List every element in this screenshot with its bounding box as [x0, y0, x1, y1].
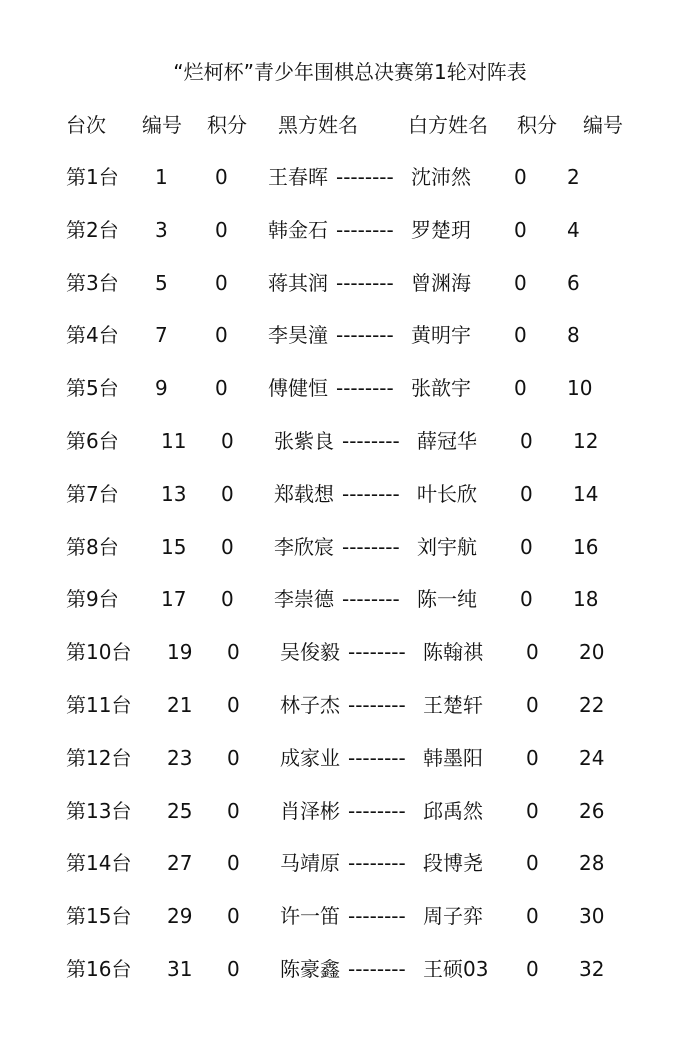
cell-white-name: 陈一纯 — [417, 587, 477, 611]
header-black-name: 黑方姓名 — [278, 113, 358, 137]
cell-white-score: 0 — [520, 535, 533, 559]
cell-white-number: 16 — [573, 535, 599, 559]
cell-white-name: 邱禹然 — [423, 799, 483, 823]
cell-black-score: 0 — [215, 165, 228, 189]
table-row — [0, 372, 700, 404]
cell-white-name: 黄明宇 — [411, 323, 471, 347]
table-row — [0, 636, 700, 668]
cell-black-number: 5 — [155, 271, 168, 295]
cell-black-score: 0 — [215, 376, 228, 400]
cell-black-name: 张紫良 — [274, 429, 334, 453]
cell-black-number: 17 — [161, 587, 187, 611]
header-black-score: 积分 — [207, 113, 247, 137]
cell-table: 第3台 — [66, 271, 119, 295]
table-row — [0, 742, 700, 774]
cell-black-number: 27 — [167, 851, 193, 875]
cell-black-score: 0 — [221, 535, 234, 559]
page-title: “烂柯杯”青少年围棋总决赛第1轮对阵表 — [173, 60, 527, 84]
cell-black-number: 31 — [167, 957, 193, 981]
cell-white-score: 0 — [520, 429, 533, 453]
cell-black-score: 0 — [221, 429, 234, 453]
cell-white-number: 8 — [567, 323, 580, 347]
cell-white-number: 20 — [579, 640, 605, 664]
header-white-number: 编号 — [583, 113, 623, 137]
table-row — [0, 583, 700, 615]
cell-black-number: 7 — [155, 323, 168, 347]
cell-white-number: 2 — [567, 165, 580, 189]
cell-white-name: 刘宇航 — [417, 535, 477, 559]
cell-black-name: 韩金石 — [268, 218, 328, 242]
header-white-score: 积分 — [517, 113, 557, 137]
table-row — [0, 689, 700, 721]
cell-table: 第16台 — [66, 957, 132, 981]
cell-table: 第6台 — [66, 429, 119, 453]
cell-separator: -------- — [342, 429, 400, 453]
cell-black-name: 吴俊毅 — [280, 640, 340, 664]
cell-black-number: 19 — [167, 640, 193, 664]
cell-white-score: 0 — [526, 957, 539, 981]
cell-white-number: 10 — [567, 376, 593, 400]
cell-white-score: 0 — [526, 746, 539, 770]
cell-black-score: 0 — [227, 851, 240, 875]
cell-white-name: 陈翰祺 — [423, 640, 483, 664]
cell-black-number: 25 — [167, 799, 193, 823]
cell-table: 第14台 — [66, 851, 132, 875]
cell-black-name: 李昊潼 — [268, 323, 328, 347]
cell-white-number: 4 — [567, 218, 580, 242]
table-row — [0, 531, 700, 563]
cell-separator: -------- — [342, 587, 400, 611]
cell-black-score: 0 — [215, 271, 228, 295]
cell-table: 第11台 — [66, 693, 132, 717]
cell-black-number: 9 — [155, 376, 168, 400]
cell-black-score: 0 — [227, 799, 240, 823]
cell-black-score: 0 — [227, 904, 240, 928]
cell-white-score: 0 — [526, 904, 539, 928]
table-row — [0, 900, 700, 932]
cell-white-number: 14 — [573, 482, 599, 506]
cell-black-number: 13 — [161, 482, 187, 506]
cell-table: 第15台 — [66, 904, 132, 928]
header-black-number: 编号 — [142, 113, 182, 137]
cell-white-score: 0 — [526, 799, 539, 823]
header-table: 台次 — [66, 113, 106, 137]
cell-white-number: 32 — [579, 957, 605, 981]
cell-white-number: 24 — [579, 746, 605, 770]
cell-black-score: 0 — [227, 746, 240, 770]
cell-black-number: 15 — [161, 535, 187, 559]
cell-white-name: 王楚轩 — [423, 693, 483, 717]
cell-separator: -------- — [336, 165, 394, 189]
cell-table: 第12台 — [66, 746, 132, 770]
cell-white-score: 0 — [520, 587, 533, 611]
table-row — [0, 425, 700, 457]
table-row — [0, 214, 700, 246]
table-row — [0, 319, 700, 351]
cell-separator: -------- — [348, 904, 406, 928]
cell-white-score: 0 — [514, 218, 527, 242]
cell-white-name: 张歆宇 — [411, 376, 471, 400]
table-row — [0, 795, 700, 827]
cell-white-score: 0 — [526, 640, 539, 664]
cell-table: 第9台 — [66, 587, 119, 611]
cell-table: 第10台 — [66, 640, 132, 664]
cell-white-name: 段博尧 — [423, 851, 483, 875]
cell-black-name: 王春晖 — [268, 165, 328, 189]
cell-separator: -------- — [348, 693, 406, 717]
cell-black-number: 11 — [161, 429, 187, 453]
cell-separator: -------- — [336, 376, 394, 400]
cell-separator: -------- — [348, 957, 406, 981]
cell-white-score: 0 — [514, 323, 527, 347]
header-white-name: 白方姓名 — [408, 113, 488, 137]
cell-white-score: 0 — [526, 693, 539, 717]
cell-black-name: 李崇德 — [274, 587, 334, 611]
cell-table: 第7台 — [66, 482, 119, 506]
cell-white-score: 0 — [514, 376, 527, 400]
cell-white-number: 26 — [579, 799, 605, 823]
cell-table: 第4台 — [66, 323, 119, 347]
cell-white-number: 22 — [579, 693, 605, 717]
cell-black-number: 3 — [155, 218, 168, 242]
cell-white-name: 沈沛然 — [411, 165, 471, 189]
cell-table: 第13台 — [66, 799, 132, 823]
cell-black-score: 0 — [215, 218, 228, 242]
cell-table: 第1台 — [66, 165, 119, 189]
cell-table: 第5台 — [66, 376, 119, 400]
cell-white-number: 28 — [579, 851, 605, 875]
cell-black-number: 21 — [167, 693, 193, 717]
cell-black-name: 蒋其润 — [268, 271, 328, 295]
cell-black-score: 0 — [215, 323, 228, 347]
cell-white-name: 曾渊海 — [411, 271, 471, 295]
table-row — [0, 267, 700, 299]
cell-separator: -------- — [348, 799, 406, 823]
cell-white-score: 0 — [514, 165, 527, 189]
cell-white-name: 韩墨阳 — [423, 746, 483, 770]
cell-black-number: 23 — [167, 746, 193, 770]
cell-white-name: 王硕03 — [423, 957, 489, 981]
cell-black-name: 许一笛 — [280, 904, 340, 928]
cell-white-score: 0 — [514, 271, 527, 295]
cell-separator: -------- — [348, 851, 406, 875]
cell-white-name: 周子弈 — [423, 904, 483, 928]
cell-black-name: 林子杰 — [280, 693, 340, 717]
cell-black-score: 0 — [227, 957, 240, 981]
table-row — [0, 161, 700, 193]
cell-separator: -------- — [348, 746, 406, 770]
cell-black-name: 肖泽彬 — [280, 799, 340, 823]
header-row — [0, 109, 700, 141]
cell-black-name: 成家业 — [280, 746, 340, 770]
cell-separator: -------- — [336, 218, 394, 242]
cell-black-score: 0 — [227, 693, 240, 717]
cell-separator: -------- — [342, 482, 400, 506]
cell-white-number: 6 — [567, 271, 580, 295]
cell-separator: -------- — [336, 271, 394, 295]
table-row — [0, 953, 700, 985]
cell-white-score: 0 — [526, 851, 539, 875]
cell-black-score: 0 — [221, 482, 234, 506]
cell-black-number: 29 — [167, 904, 193, 928]
cell-black-name: 郑载想 — [274, 482, 334, 506]
cell-white-score: 0 — [520, 482, 533, 506]
cell-white-number: 30 — [579, 904, 605, 928]
cell-black-score: 0 — [221, 587, 234, 611]
table-row — [0, 478, 700, 510]
cell-black-number: 1 — [155, 165, 168, 189]
cell-table: 第8台 — [66, 535, 119, 559]
cell-black-name: 李欣宸 — [274, 535, 334, 559]
cell-white-name: 薛冠华 — [417, 429, 477, 453]
cell-separator: -------- — [336, 323, 394, 347]
cell-white-number: 12 — [573, 429, 599, 453]
cell-white-name: 叶长欣 — [417, 482, 477, 506]
cell-black-name: 陈豪鑫 — [280, 957, 340, 981]
cell-black-score: 0 — [227, 640, 240, 664]
cell-white-number: 18 — [573, 587, 599, 611]
table-row — [0, 847, 700, 879]
cell-white-name: 罗楚玥 — [411, 218, 471, 242]
cell-separator: -------- — [348, 640, 406, 664]
cell-separator: -------- — [342, 535, 400, 559]
cell-black-name: 马靖原 — [280, 851, 340, 875]
cell-table: 第2台 — [66, 218, 119, 242]
cell-black-name: 傅健恒 — [268, 376, 328, 400]
